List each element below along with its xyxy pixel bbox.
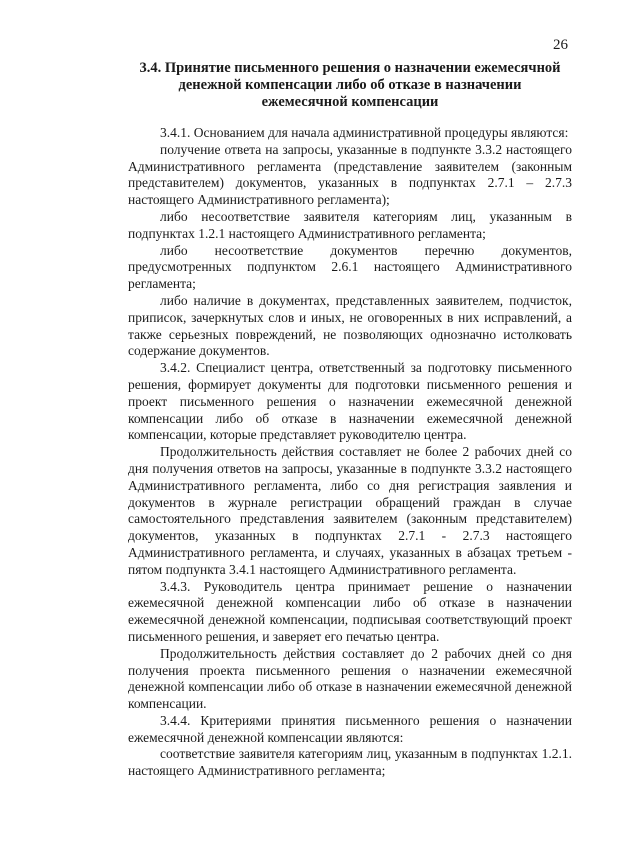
paragraph: либо несоответствие заявителя категориям лиц, указанным в подпунктах 1.2.1 настоящего Административного регламента;: [128, 208, 572, 241]
paragraph: Продолжительность действия составляет не более 2 рабочих дней со дня получения ответов на запросы, указанные в подпункте 3.3.2 настоящего Административного регламента, либо со дня регистрация заявления и документов в журнале регистрации обращений граждан в случае самостоятельного представления заявителем (законным представителем) документов, указанных в подпунктах 2.7.1 - 2.7.3 настоящего Административного регламента, и случаях, указанных в абзацах третьем - пятом подпункта 3.4.1 настоящего Административного регламента.: [128, 444, 572, 577]
paragraph: получение ответа на запросы, указанные в подпункте 3.3.2 настоящего Административного регламента (представление заявителем (законным представителем) документов, указанных в подпунктах 2.7.1 – 2.7.3 настоящего Административного регламента);: [128, 141, 572, 208]
paragraph: 3.4.1. Основанием для начала административной процедуры являются:: [160, 125, 569, 140]
paragraph: Продолжительность действия составляет до 2 рабочих дней со дня получения проекта письменного решения о назначении ежемесячной денежной компенсации либо об отказе в назначении ежемесячной денежной компенсации.: [128, 645, 572, 712]
document-body: [128, 60, 572, 780]
paragraph: соответствие заявителя категориям лиц, указанным в подпунктах 1.2.1. настоящего Административного регламента;: [128, 746, 572, 779]
paragraph: либо несоответствие документов перечню документов, предусмотренных подпунктом 2.6.1 настоящего Административного регламента;: [128, 242, 572, 292]
page-number: 26: [553, 37, 568, 53]
paragraph: 3.4.4. Критериями принятия письменного решения о назначении ежемесячной денежной компенсации являются:: [128, 712, 572, 745]
paragraph: либо наличие в документах, представленных заявителем, подчисток, приписок, зачеркнутых слов и иных, не оговоренных в них исправлений, а также серьезных повреждений, не позволяющих однозначно истолковать содержание документов.: [128, 292, 572, 359]
paragraph: 3.4.2. Специалист центра, ответственный за подготовку письменного решения, формирует документы для подготовки письменного решения и проект письменного решения о назначении ежемесячной денежной компенсации либо об отказе в назначении ежемесячной денежной компенсации, которые представляет руководителю центра.: [128, 360, 572, 443]
section-heading: 3.4. Принятие письменного решения о назначении ежемесячной денежной компенсации либо об отказе в назначении ежемесячной компенсации: [139, 60, 561, 110]
paragraph: 3.4.3. Руководитель центра принимает решение о назначении ежемесячной денежной компенсации либо об отказе в назначении ежемесячной денежной компенсации, подписывая соответствующий проект письменного решения, и заверяет его печатью центра.: [128, 578, 572, 644]
